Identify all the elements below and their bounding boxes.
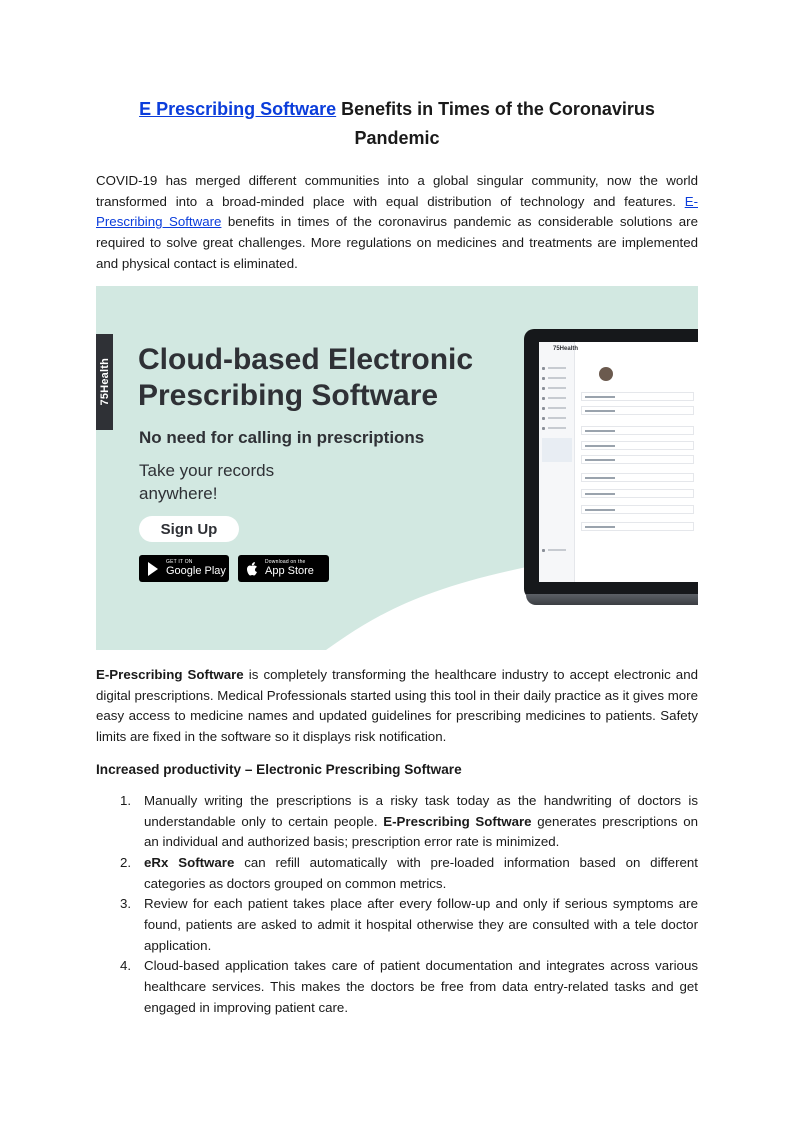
screen-nav-item xyxy=(542,416,572,420)
screen-row xyxy=(581,522,694,531)
article-continued xyxy=(96,665,698,1019)
app-store-big: App Store xyxy=(265,565,314,577)
list-text-rest: generates prescriptions on an individual and authorized basis; prescription error rate is minimized. xyxy=(144,813,698,850)
benefits-list xyxy=(96,791,698,1019)
screen-nav-item xyxy=(542,396,572,400)
screen-nav-item xyxy=(542,548,572,552)
screen-nav-item xyxy=(542,376,572,380)
app-store-button[interactable] xyxy=(238,555,329,582)
screen-nav-item xyxy=(542,426,572,430)
screen-row xyxy=(581,455,694,464)
brand-name: 75Health xyxy=(98,358,111,406)
app-store-small: Download on the xyxy=(265,559,306,565)
banner-subhead: No need for calling in prescriptions xyxy=(139,428,425,447)
screen-row xyxy=(581,392,694,401)
list-text: Cloud-based application takes care of patient documentation and integrates across various healthcare services. This makes the doctors be free from data entry-related tasks and get engaged in improving patient care. xyxy=(144,958,698,1015)
apple-icon xyxy=(244,561,260,577)
google-play-button[interactable] xyxy=(139,555,229,582)
screen-row xyxy=(581,473,694,482)
para-text: is completely transforming the healthcare industry to accept electronic and digital prescriptions. Medical Professionals started using this tool in their daily practice as it gives more easy access to medicine names and updated guidelines for prescribing medicines to patients. Safety limits are fixed in the software so it displays risk notification. xyxy=(96,667,698,745)
screen-nav-item xyxy=(542,386,572,390)
laptop-screen xyxy=(539,342,698,582)
list-bold: E-Prescribing Software xyxy=(383,813,532,829)
list-number: 4. xyxy=(120,958,132,974)
google-play-icon xyxy=(145,561,161,577)
banner-headline: Cloud-based Electronic Prescribing Software xyxy=(138,343,474,412)
intro-paragraph xyxy=(96,171,698,275)
body-paragraph xyxy=(96,665,698,748)
screen-avatar xyxy=(599,367,613,381)
signup-button[interactable]: Sign Up xyxy=(139,516,239,542)
promo-banner xyxy=(96,286,698,650)
section-heading: Increased productivity – Electronic Prescribing Software xyxy=(96,761,462,777)
para-bold: E-Prescribing Software xyxy=(96,667,244,682)
list-item xyxy=(96,894,698,956)
page-title xyxy=(96,95,698,153)
screen-sidebar xyxy=(539,342,575,582)
screen-logo: 75Health xyxy=(553,346,579,352)
laptop-base xyxy=(526,594,698,605)
article xyxy=(96,95,698,275)
list-item xyxy=(96,853,698,894)
screen-row xyxy=(581,505,694,514)
banner-tagline: Take your records anywhere! xyxy=(139,461,275,503)
list-number: 1. xyxy=(120,792,132,808)
screen-row xyxy=(581,426,694,435)
brand-tab xyxy=(96,334,113,430)
screen-card xyxy=(542,438,572,462)
screen-row xyxy=(581,406,694,415)
list-text: Review for each patient takes place after every follow-up and only if serious symptoms are found, patients are asked to admit it hospital otherwise they are consulted with a tele doctor application. xyxy=(144,896,698,953)
title-link[interactable]: E Prescribing Software xyxy=(139,99,337,119)
intro-text-rest: benefits in times of the coronavirus pandemic as considerable solutions are required to solve great challenges. More regulations on medicines and treatments are implemented and physical contact is eliminated. xyxy=(96,214,698,271)
google-play-big: Google Play xyxy=(166,565,226,577)
list-number: 3. xyxy=(120,896,132,912)
screen-row xyxy=(581,489,694,498)
list-item xyxy=(96,956,698,1018)
screen-nav-item xyxy=(542,366,572,370)
title-rest: Benefits in Times of the Coronavirus Pandemic xyxy=(336,99,655,148)
list-bold: eRx Software xyxy=(144,854,235,870)
list-text: Manually writing the prescriptions is a risky task today as the handwriting of doctors is understandable only to certain people. xyxy=(144,792,698,829)
intro-link[interactable]: E-Prescribing Software xyxy=(96,193,698,230)
list-item xyxy=(96,791,698,853)
intro-text: COVID-19 has merged different communities into a global singular community, now the world transformed into a broad-minded place with equal distribution of technology and features. xyxy=(96,173,698,209)
list-number: 2. xyxy=(120,854,132,870)
screen-nav-item xyxy=(542,406,572,410)
screen-row xyxy=(581,441,694,450)
list-text-rest: can refill automatically with pre-loaded information based on different categories as doctors grouped on common metrics. xyxy=(144,854,698,891)
google-play-small: GET IT ON xyxy=(166,559,193,565)
